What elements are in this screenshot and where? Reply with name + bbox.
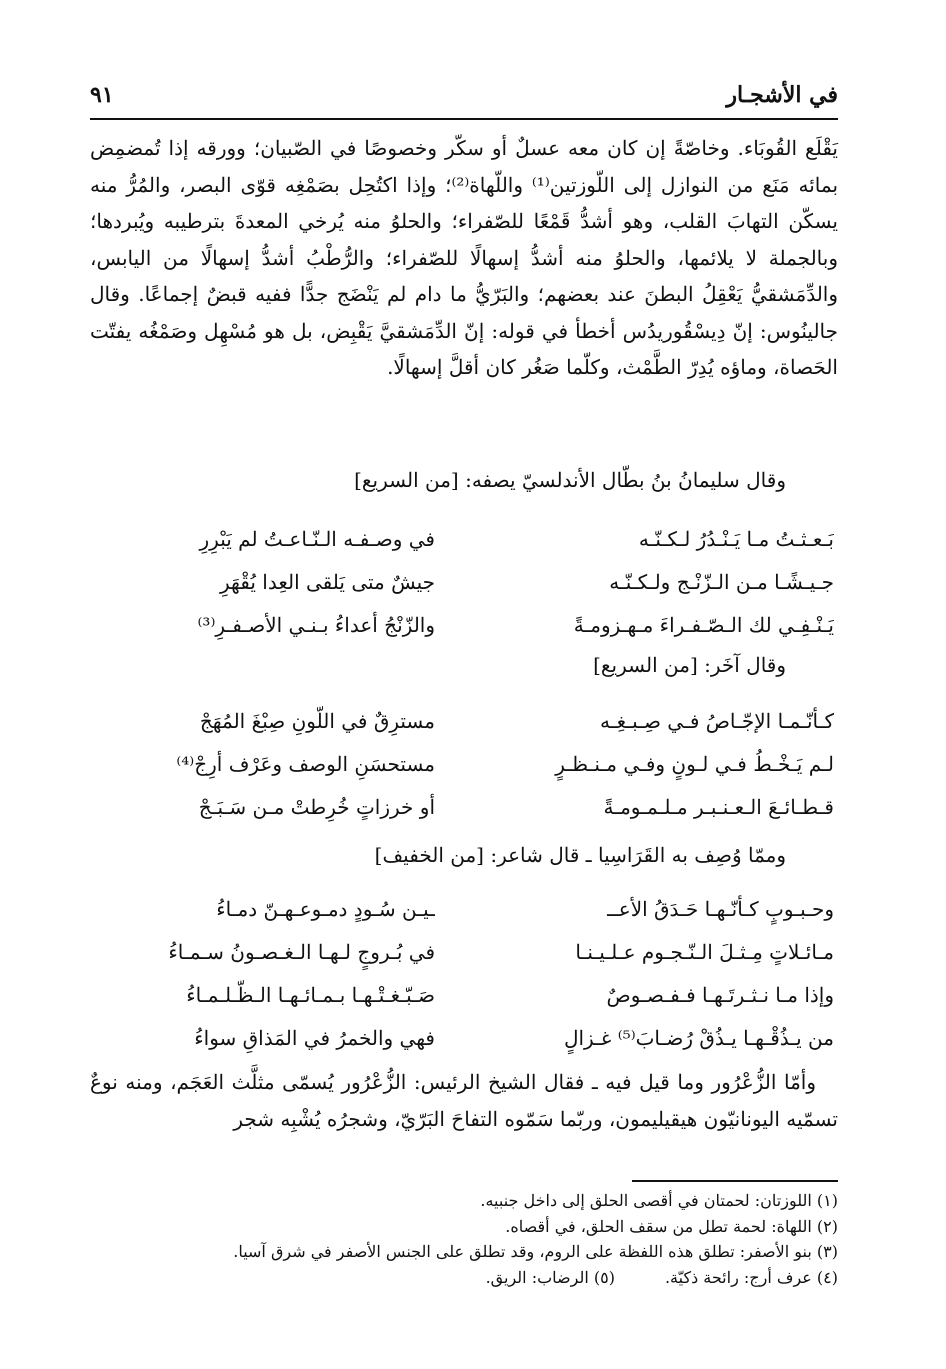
paragraph-text: وأمّا الزُّعْرُور وما قيل فيه ـ فقال الشيخ الرئيس: الزُّعْرُور يُسمّى مثلَّث العَجَم، ومنه نوعٌ تسمّيه اليونانيّون هيقيليمون، وربّما سَمّوه التفاحَ البَرّيّ، وشجرُه يُشْبِه شجر <box>90 1070 838 1131</box>
verse-second-hemistich: مسترِقٌ في اللّونِ صِبْغَ المُهَجْ <box>199 709 435 733</box>
verse-second-hemistich: في بُـروجٍ لـهـا الـغـصـونُ سـمـاءُ <box>168 940 435 964</box>
verse-first-hemistich: كـأنّـمـا الإجّـاصُ فـي صِـبـغِـه <box>599 709 834 733</box>
verse-line <box>140 743 834 786</box>
footnotes <box>120 1188 838 1290</box>
verse-second-hemistich: والزّنْجُ أعداءُ بـنـي الأصـفـرِ⁽³⁾ <box>197 613 435 637</box>
paragraph-text: يَقْلَع القُوبَاء. وخاصّةً إن كان معه عسلٌ أو سكّر وخصوصًا في الصّبيان؛ وورقه إذا تُمضمِض بمائه مَنَع من النوازل إلى اللّوزتين⁽¹⁾ واللّهاة⁽²⁾؛ وإذا اكتُحِل بصَمْغِه قوّى البصر، والمُرُّ منه يسكّن التهابَ القلب، وهو أشدُّ قَمْعًا للصّفراء؛ والحلوُ منه يُرخي المعدةَ بترطيبه ويُبردها؛ وبالجملة لا يلائمها، والحلوُ منه أشدُّ إسهالًا للصّفراء؛ والرُّطْبُ أشدُّ إسهالًا من اليابس، والدِّمَشقيُّ يَعْقِلُ البطنَ عند بعضهم؛ والبَرّيُّ ما دام لم يَنْضَج جدًّا ففيه قبضٌ إجماعًا. وقال جالينُوس: إنّ دِيسْقُوريدُس أخطأ في قوله: إنّ الدِّمَشقيَّ يَقْبِض، بل هو مُسْهِل وصَمْغُه يفتّت الحَصاة، وماؤه يُدِرّ الطَّمْث، وكلّما صَغُر كان أقلَّ إسهالًا. <box>90 136 839 379</box>
verse-first-hemistich: وإذا مـا نـثـرتَـهـا فـفـصـوصٌ <box>606 983 834 1007</box>
footnote: (٥) الرضاب: الريق. <box>485 1267 615 1287</box>
verse-first-hemistich: من يـذُقْـهـا يـذُقْ رُضـابَ⁽⁵⁾ غـزالٍ <box>563 1026 834 1050</box>
footnote: (٣) بنو الأصفر: تطلق هذه اللفظة على الروم، وقد تطلق على الجنس الأصفر في شرق آسيا. <box>233 1242 838 1261</box>
poem-intro: وقال سليمانُ بنُ بطّال الأندلسيّ يصفه: [من السريع] <box>354 468 786 492</box>
paragraph-body <box>90 130 838 386</box>
verse-second-hemistich: فهي والخمرُ في المَذاقِ سواءُ <box>194 1026 435 1050</box>
poem-intro: وقال آخَر: [من السريع] <box>593 653 786 677</box>
page-number: ٩١ <box>90 82 114 108</box>
verse-second-hemistich: أو خرزاتٍ خُرِطتْ مـن سَـبَـجْ <box>198 795 435 819</box>
poem-intro: وممّا وُصِف به القَرَاسِيا ـ قال شاعر: [من الخفيف] <box>374 843 786 867</box>
footnote: (١) اللوزتان: لحمتان في أقصى الحلق إلى داخل جنبيه. <box>480 1191 838 1210</box>
verse-second-hemistich: في وصـفـه الـنّـاعـتُ لم يَبْرِرِ <box>199 527 435 551</box>
verse-second-hemistich: جيشٌ متى يَلقى العِدا يُقْهَرِ <box>219 570 435 594</box>
verse-first-hemistich: جـيـشًـا مـن الـزّنْـج ولـكـنّـه <box>609 570 834 594</box>
verse-line <box>140 888 834 931</box>
verse-line <box>140 604 834 647</box>
verse-line <box>140 1017 834 1060</box>
verse-first-hemistich: يَـنْـفِـي لك الـصّـفـراءَ مـهـزومـةً <box>573 613 834 637</box>
footnote-row <box>120 1265 838 1291</box>
verse-first-hemistich: وحـبـوبٍ كـأنّـهـا حَـدَقُ الأعــ <box>607 897 834 921</box>
footnote: (٢) اللهاة: لحمة تطل من سقف الحلق، في أقصاه. <box>505 1216 838 1236</box>
footnote: (٤) عرف أرج: رائحة ذكيّة. <box>664 1267 838 1287</box>
page-header <box>90 78 838 120</box>
verse-second-hemistich: ـيـن سُـودٍ دمـوعـهـنّ دمـاءُ <box>216 897 435 921</box>
verse-line <box>140 561 834 604</box>
paragraph-body <box>90 1064 838 1137</box>
poem <box>140 888 834 1060</box>
running-title: في الأشجـار <box>726 82 838 108</box>
poem <box>140 518 834 647</box>
footnote-separator <box>632 1180 838 1182</box>
verse-first-hemistich: لـم يَـخْـطُ فـي لـونٍ وفـي مـنـظـرٍ <box>555 752 834 776</box>
verse-first-hemistich: مـائـلاتٍ مِـثـلَ الـنّـجـوم عـلـيـنـا <box>575 940 834 964</box>
verse-line <box>140 700 834 743</box>
verse-second-hemistich: صَـبّـغـتْـهـا بـمـائـهـا الـظّـلـمـاءُ <box>186 983 435 1007</box>
verse-second-hemistich: مستحسَنِ الوصف وعَرْف أرِجْ⁽⁴⁾ <box>176 752 435 776</box>
verse-first-hemistich: بَـعـثـتُ مـا يَـنْـدُرُ لـكـنّـه <box>638 527 834 551</box>
verse-line <box>140 518 834 561</box>
poem <box>140 700 834 829</box>
verse-line <box>140 974 834 1017</box>
verse-line <box>140 786 834 829</box>
verse-line <box>140 931 834 974</box>
verse-first-hemistich: قـطـائـعَ الـعـنـبـر مـلـمـومـةً <box>603 795 834 819</box>
